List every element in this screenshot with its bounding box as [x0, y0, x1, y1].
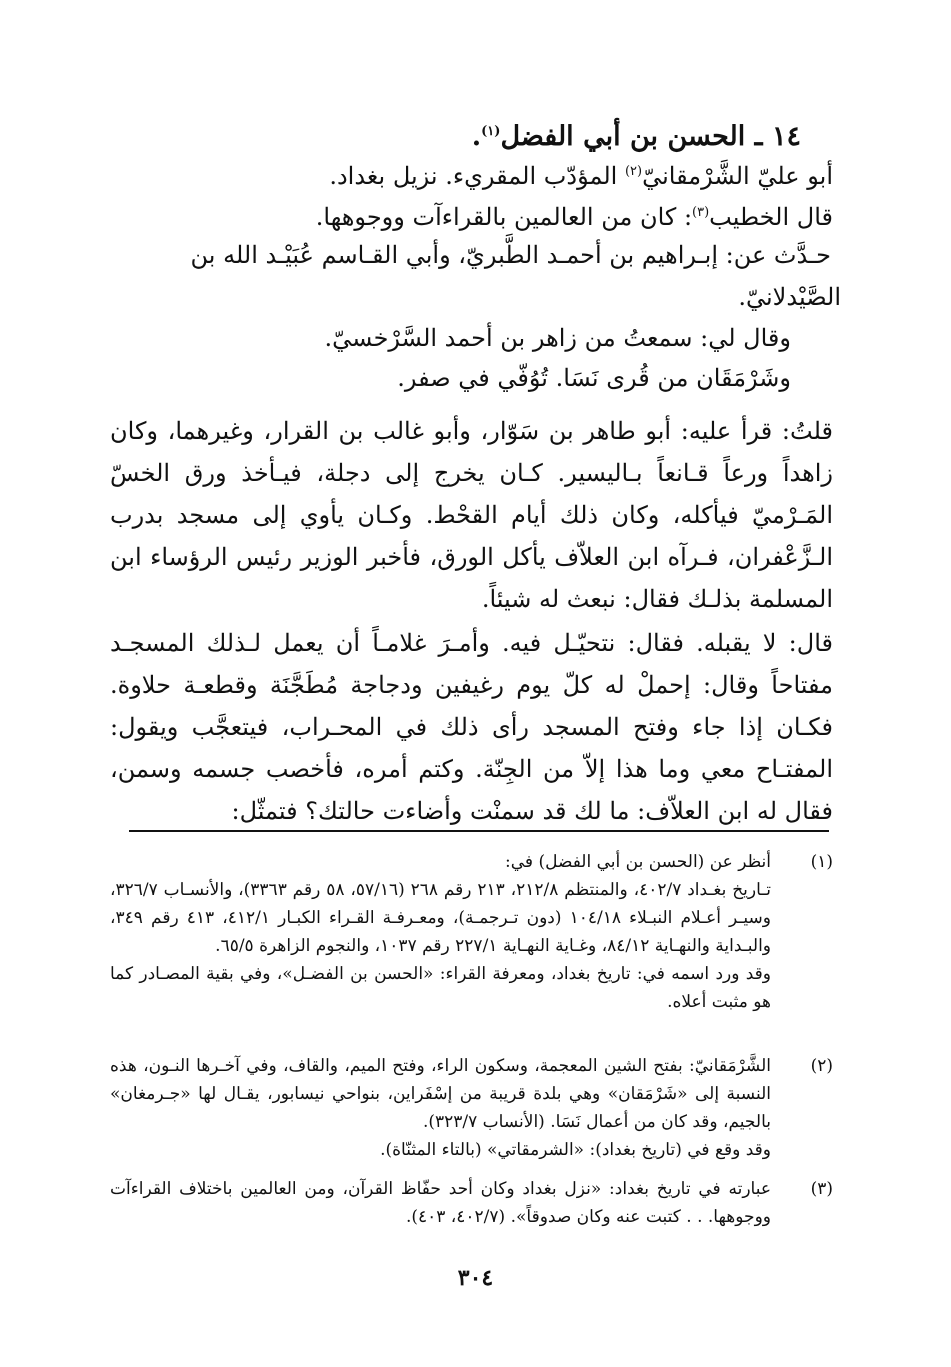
paragraph-story: قال: لا يقبله. فقال: نتحيّـل فيه. وأمـرَ غلامـاً أن يعمل لـذلك المسجـد مفتاحاً وقال: إحملْ له كلّ يوم رغيفين ودجاجة مُطَجَّنَة وقطعـة حلاوة. فكـان إذا جاء وفتح المسجد رأى ذلك في المحـراب، فيتعجَّب ويقول: المفتـاح معي وما هذا إلاّ من الجِنّة. وكتم أمره، فأخصب جسمه وسمن، فقال له ابن العلاّف: ما لك قد سمنْت وأضاءت حالتك؟ فتمثّل:	[110, 629, 833, 825]
entry-line-narrated: حـدَّث عن: إبـراهيم بن أحمـد الطَّبريّ، وأبي القـاسم عُبَيْـد الله بن	[190, 241, 831, 269]
footnote-1-number: (١)	[810, 852, 833, 872]
khatib-text: قال الخطيب	[709, 203, 833, 231]
kunya-text: أبو عليّ الشَّرْمقانيّ	[642, 162, 833, 190]
footnote-3-number: (٣)	[810, 1179, 833, 1199]
footnote-2-nisba: الشَّرْمَقانيّ: بفتح الشين المعجمة، وسكون الراء، وفتح الميم، والقاف، وفي آخـرها النـون، هذه النسبة إلى «شَرْمَقان» وهي بلدة قريبة من إسْفَراين، بنواحي نيسابور، يقـال لها «جـرمغان» بالجيم، وقد كان من أعمال نَسَا. (الأنساب ٣٢٣/٧).	[110, 1056, 771, 1132]
footnote-ref-1[interactable]: (١)	[481, 124, 501, 139]
footnote-1-name-note: وقد ورد اسمه في: تاريخ بغداد، ومعرفة القراء: «الحسن بن الفضـل»، وفي بقية المصـادر كما هو مثبت أعلاه.	[110, 964, 771, 1012]
page-number: ٣٠٤	[457, 1265, 494, 1291]
footnote-2-number: (٢)	[810, 1056, 833, 1076]
entry-line-death: وشَرْمَقَان من قُرى نَسَا. تُوُفّي في صفر.	[397, 364, 791, 392]
footnote-3-text: عبارته في تاريخ بغداد: «نزل بغداد وكان أحد حفّاظ القرآن، ومن العالمين باختلاف القراءآت ووجوهها. . . كتبت عنه وكان صدوقاً». (٤٠٢/٧، ٤٠٣).	[110, 1179, 771, 1227]
entry-line-saydalani: الصَّيْدلانيّ.	[738, 283, 841, 311]
entry-line-khatib	[316, 193, 833, 237]
footnote-ref-2[interactable]: (٢)	[624, 164, 643, 179]
kunya-rest: المؤدّب المقريء. نزيل بغداد.	[329, 162, 625, 190]
paragraph-biography: قلتُ: قرأ عليه: أبو طاهر بن سَوّار، وأبو غالب بن القرار، وغيرهما، وكان زاهداً ورعاً قـانعاً بـاليسير. كـان يخرج إلى دجلة، فيـأخذ ورق الخسّ المَـرْميّ فيأكله، وكان ذلك أيام القحْط. وكـان يأوي إلى مسجد بدرب الـزَّعْفران، فـرآه ابن العلاّف يأكل الورق، فأخبر الوزير رئيس الرؤساء ابن المسلمة بذلـك فقال: نبعث له شيئاً.	[110, 417, 833, 613]
footnote-ref-3[interactable]: (٣)	[692, 205, 710, 220]
entry-heading	[472, 112, 801, 157]
footnote-1	[110, 848, 833, 1016]
entry-line-heard: وقال لي: سمعتُ من زاهر بن أحمد السَّرْخسيّ.	[324, 324, 791, 352]
footnote-1-sources: تـاريخ بغـداد ٤٠٢/٧، والمنتظم ٢١٢/٨، ٢١٣ رقم ٢٦٨ (٥٧/١٦، ٥٨ رقم ٣٣٦٣)، والأنسـاب ٣٢٦/٧، وسيـر أعـلام النبـلاء ١٠٤/١٨ (دون تـرجمـة)، ومعـرفـة القـراء الكبـار ٤١٢/١، ٤١٣ رقم ٣٤٩، والبـداية والنهـاية ٨٤/١٢، وغـاية النهـاية ٢٢٧/١ رقم ١٠٣٧، والنجوم الزاهرة ٦٥/٥.	[110, 880, 772, 956]
heading-period: .	[471, 121, 482, 152]
footnote-3	[110, 1175, 833, 1231]
footnote-2	[110, 1052, 833, 1164]
footnote-2-variant: وقد وقع في (تاريخ بغداد): «الشرمقاتي» (بالتاء المثنّاة).	[380, 1140, 771, 1160]
footnote-divider	[129, 830, 829, 832]
khatib-rest: : كان من العالمين بالقراءآت ووجوهها.	[315, 203, 693, 231]
entry-heading-text: ١٤ ـ الحسن بن أبي الفضل	[500, 121, 801, 152]
footnote-1-intro: أنظر عن (الحسن بن أبي الفضل) في:	[505, 852, 771, 872]
entry-line-kunya	[329, 152, 833, 196]
